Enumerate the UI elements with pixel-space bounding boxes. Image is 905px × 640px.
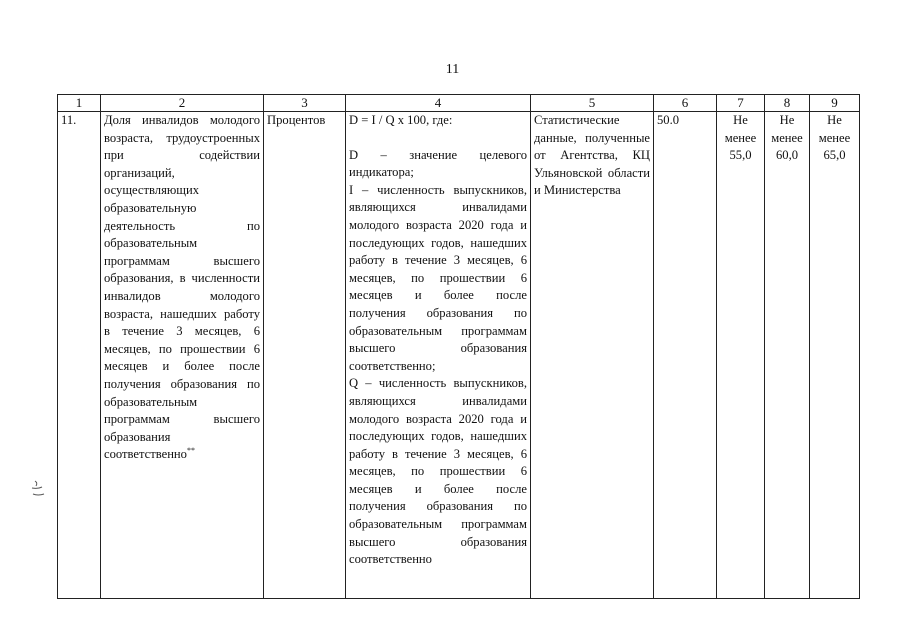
- header-col-7: 7: [717, 95, 765, 112]
- definition-q: Q – численность выпускников, являющихся инвалидами молодого возраста 2020 года и последующих годов, нашедших работу в течение 3 месяцев, 6 месяцев, по прошествии 6 месяцев и более после получения образования по образовательным программам высшего образования соответственно: [349, 376, 527, 567]
- formula-cell: [346, 112, 531, 599]
- target-value-1: Не менее 55,0: [717, 112, 765, 599]
- header-col-3: 3: [264, 95, 346, 112]
- header-col-9: 9: [810, 95, 860, 112]
- header-col-2: 2: [101, 95, 264, 112]
- footnote-mark: **: [186, 446, 195, 456]
- header-col-6: 6: [654, 95, 717, 112]
- formula: D = I / Q x 100, где:: [349, 113, 453, 127]
- table-row: [58, 112, 860, 599]
- unit-cell: Процентов: [264, 112, 346, 599]
- definition-i: I – численность выпускников, являющихся инвалидами молодого возраста 2020 года и последующих годов, нашедших работу в течение 3 месяцев, 6 месяцев, по прошествии 6 месяцев и более после получения образования по образовательным программам высшего образования соответственно;: [349, 182, 527, 373]
- page-number: 11: [445, 62, 460, 77]
- indicator-name: Доля инвалидов молодого возраста, трудоустроенных при содействии организаций, осуществляющих образовательную деятельность по образовательным программам высшего образования, в численности инвалидов молодого возраста, нашедших работу в течение 3 месяцев, 6 месяцев, по прошествии 6 месяцев и более после получения образования по образовательным программам высшего образования соответственно: [104, 113, 260, 462]
- indicator-table: [57, 94, 860, 599]
- source-cell: Статистические данные, полученные от Агентства, КЦ Ульяновской области и Министерства: [531, 112, 654, 599]
- header-col-5: 5: [531, 95, 654, 112]
- header-col-1: 1: [58, 95, 101, 112]
- indicator-name-cell: [101, 112, 264, 599]
- target-value-3: Не менее 65,0: [810, 112, 860, 599]
- target-value-2: Не менее 60,0: [765, 112, 810, 599]
- row-number: 11.: [58, 112, 101, 599]
- definition-d: D – значение целевого индикатора;: [349, 147, 527, 180]
- header-col-8: 8: [765, 95, 810, 112]
- header-row: [58, 95, 860, 112]
- base-value-cell: 50.0: [654, 112, 717, 599]
- margin-scribble: [29, 478, 47, 500]
- header-col-4: 4: [346, 95, 531, 112]
